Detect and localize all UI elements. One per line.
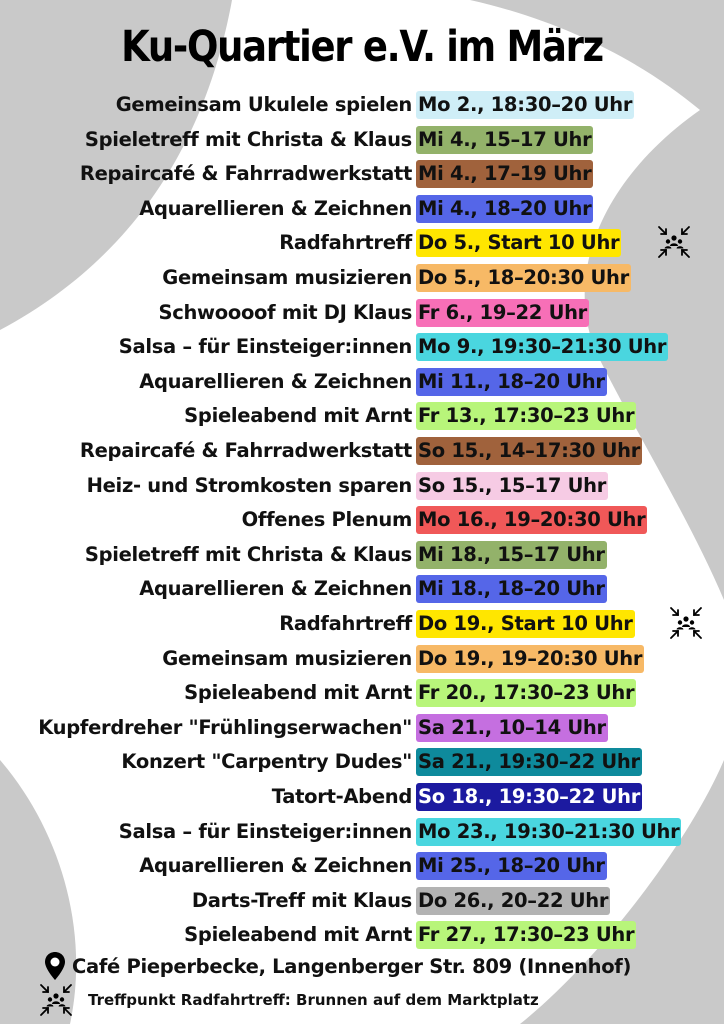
event-row bbox=[0, 642, 724, 676]
event-row bbox=[0, 399, 724, 433]
event-date-badge: Mi 11., 18–20 Uhr bbox=[416, 368, 607, 396]
event-name: Offenes Plenum bbox=[241, 508, 412, 532]
event-name: Repaircafé & Fahrradwerkstatt bbox=[79, 162, 412, 186]
event-date-badge: Do 19., 19–20:30 Uhr bbox=[416, 645, 644, 673]
event-name: Spieletreff mit Christa & Klaus bbox=[84, 542, 412, 566]
event-date-badge: Mi 4., 15–17 Uhr bbox=[416, 126, 593, 154]
event-row bbox=[0, 884, 724, 918]
event-row bbox=[0, 815, 724, 849]
meeting-point-text: Treffpunkt Radfahrtreff: Brunnen auf dem Marktplatz bbox=[88, 991, 539, 1009]
map-pin-icon bbox=[44, 951, 66, 981]
event-name: Spieletreff mit Christa & Klaus bbox=[84, 127, 412, 151]
event-row bbox=[0, 157, 724, 191]
event-name: Aquarellieren & Zeichnen bbox=[139, 854, 412, 878]
event-row bbox=[0, 330, 724, 364]
event-row bbox=[0, 572, 724, 606]
event-row bbox=[0, 469, 724, 503]
event-date-badge: Sa 21., 10–14 Uhr bbox=[416, 714, 608, 742]
event-date-badge: Do 5., 18–20:30 Uhr bbox=[416, 264, 631, 292]
event-row bbox=[0, 607, 724, 641]
page-title: Ku-Quartier e.V. im März bbox=[121, 22, 603, 72]
event-name: Aquarellieren & Zeichnen bbox=[139, 196, 412, 220]
event-date-badge: Mo 2., 18:30–20 Uhr bbox=[416, 91, 634, 119]
event-date-badge: Fr 6., 19–22 Uhr bbox=[416, 299, 589, 327]
event-name: Aquarellieren & Zeichnen bbox=[139, 369, 412, 393]
event-name: Tatort-Abend bbox=[271, 785, 412, 808]
event-row bbox=[0, 365, 724, 399]
event-row bbox=[0, 226, 724, 260]
event-row bbox=[0, 711, 724, 745]
event-name: Konzert "Carpentry Dudes" bbox=[121, 750, 412, 774]
event-date-badge: Mi 18., 15–17 Uhr bbox=[416, 541, 607, 569]
event-row bbox=[0, 192, 724, 226]
event-date-badge: Do 26., 20–22 Uhr bbox=[416, 887, 610, 915]
event-row bbox=[0, 780, 724, 814]
event-date-badge: Fr 27., 17:30–23 Uhr bbox=[416, 921, 636, 949]
event-name: Radfahrtreff bbox=[279, 231, 412, 255]
event-date-badge: Do 19., Start 10 Uhr bbox=[416, 610, 635, 638]
event-name: Darts-Treff mit Klaus bbox=[191, 888, 412, 912]
event-date-badge: Mi 18., 18–20 Uhr bbox=[416, 575, 607, 603]
event-date-badge: Mi 4., 17–19 Uhr bbox=[416, 160, 593, 188]
meeting-point-line bbox=[38, 982, 539, 1018]
event-date-badge: Sa 21., 19:30–22 Uhr bbox=[416, 748, 642, 776]
event-name: Gemeinsam musizieren bbox=[162, 646, 412, 670]
event-name: Repaircafé & Fahrradwerkstatt bbox=[79, 439, 412, 462]
event-name: Salsa – für Einsteiger:innen bbox=[118, 819, 412, 843]
event-date-badge: Fr 20., 17:30–23 Uhr bbox=[416, 679, 636, 707]
event-name: Radfahrtreff bbox=[279, 612, 412, 635]
event-date-badge: Mi 25., 18–20 Uhr bbox=[416, 852, 607, 880]
event-name: Salsa – für Einsteiger:innen bbox=[118, 335, 412, 359]
event-name: Aquarellieren & Zeichnen bbox=[139, 577, 412, 601]
meeting-point-icon bbox=[656, 224, 692, 260]
event-date-badge: So 15., 14–17:30 Uhr bbox=[416, 437, 642, 465]
event-date-badge: Fr 13., 17:30–23 Uhr bbox=[416, 402, 636, 430]
event-date-badge: Mo 9., 19:30–21:30 Uhr bbox=[416, 333, 668, 361]
event-row bbox=[0, 434, 724, 468]
event-date-badge: Mo 23., 19:30–21:30 Uhr bbox=[416, 818, 681, 846]
event-name: Spieleabend mit Arnt bbox=[184, 681, 412, 705]
event-date-badge: So 18., 19:30–22 Uhr bbox=[416, 783, 642, 811]
event-name: Kupferdreher "Frühlingserwachen" bbox=[38, 715, 412, 739]
event-date-badge: Mi 4., 18–20 Uhr bbox=[416, 195, 593, 223]
meeting-point-icon bbox=[668, 605, 704, 641]
event-row bbox=[0, 261, 724, 295]
event-row bbox=[0, 123, 724, 157]
location-text: Café Pieperbecke, Langenberger Str. 809 (Innenhof) bbox=[72, 954, 632, 978]
event-date-badge: Mo 16., 19–20:30 Uhr bbox=[416, 506, 647, 534]
event-name: Gemeinsam Ukulele spielen bbox=[115, 93, 412, 116]
event-name: Gemeinsam musizieren bbox=[162, 266, 412, 289]
event-row bbox=[0, 849, 724, 883]
event-name: Spieleabend mit Arnt bbox=[184, 404, 412, 428]
event-name: Heiz- und Stromkosten sparen bbox=[86, 473, 412, 497]
event-row bbox=[0, 745, 724, 779]
event-name: Schwoooof mit DJ Klaus bbox=[158, 300, 412, 324]
event-row bbox=[0, 88, 724, 122]
meeting-point-icon bbox=[38, 982, 74, 1018]
location-line bbox=[44, 948, 631, 984]
event-row bbox=[0, 296, 724, 330]
event-row bbox=[0, 538, 724, 572]
event-date-badge: Do 5., Start 10 Uhr bbox=[416, 229, 621, 257]
event-date-badge: So 15., 15–17 Uhr bbox=[416, 472, 608, 500]
event-row bbox=[0, 503, 724, 537]
event-row bbox=[0, 676, 724, 710]
event-name: Spieleabend mit Arnt bbox=[184, 923, 412, 947]
